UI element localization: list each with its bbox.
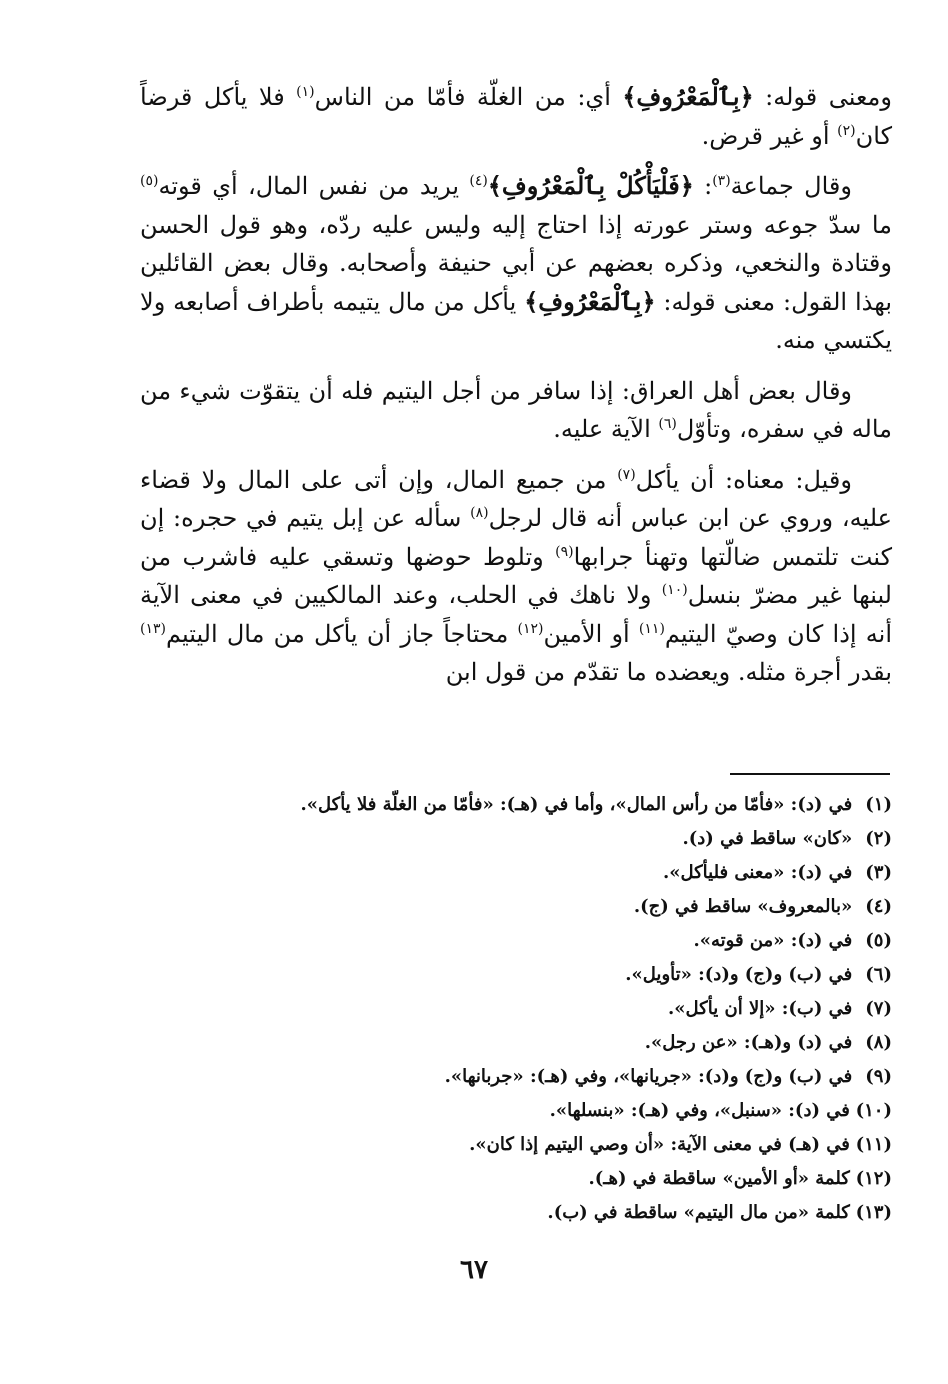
body-paragraph xyxy=(140,372,892,449)
body-text: وتلوط حوضها وتسقي عليه فاشرب من لبنها غير مضرّ بنسل xyxy=(140,542,892,609)
footnote-item xyxy=(140,1094,892,1128)
body-text: يأكل من مال يتيمه بأطراف أصابعه ولا يكتسي منه. xyxy=(140,287,892,354)
footnote-reference: (٧) xyxy=(617,466,636,483)
footnote-reference: (٢) xyxy=(837,122,856,139)
footnote-reference: (١) xyxy=(296,84,315,100)
body-text: من جميع المال، وإن أتى على المال ولا قضاء عليه، وروي عن ابن عباس أنه قال لرجل xyxy=(140,465,892,532)
footnote-item xyxy=(140,890,892,924)
footnote-reference: (٤) xyxy=(469,173,488,189)
body-text: سأله عن إبل يتيم في حجره: إن كنت تلتمس ضالّتها وتهنأ جرابها xyxy=(140,504,892,571)
footnotes-list xyxy=(140,788,892,1230)
footnote-text: في (د): «من قوته». xyxy=(693,930,853,951)
footnote-item xyxy=(140,924,892,958)
footnote-number: (١٣) xyxy=(855,1202,892,1223)
body-text: الآية عليه. xyxy=(553,415,659,443)
body-text: يريد من نفس المال، أي قوته xyxy=(158,172,470,200)
footnote-text: في (د) و(هـ): «عن رجل». xyxy=(644,1032,853,1053)
footnote-item xyxy=(140,1128,892,1162)
footnote-number: (٣) xyxy=(865,862,892,883)
footnote-text: «كان» ساقط في (د). xyxy=(682,828,853,849)
footnote-text: في (د): «فأمّا من رأس المال»، وأما في (هـ): «فأمّا من الغلّة فلا يأكل». xyxy=(300,794,853,815)
body-paragraph xyxy=(140,78,892,155)
footnote-item xyxy=(140,958,892,992)
footnote-text: في (د): «سنبل»، وفي (هـ): «بنسلها». xyxy=(549,1100,850,1121)
footnote-number: (٢) xyxy=(865,828,892,849)
footnote-number: (١) xyxy=(865,794,892,815)
body-text: ومعنى قوله: xyxy=(753,83,892,111)
footnote-reference: (٦) xyxy=(658,416,677,432)
body-text: فلا يأكل قرضاً كان xyxy=(140,83,892,150)
body-text: ما سدّ جوعه وستر عورته إذا احتاج إليه وليس عليه ردّه، وهو قول الحسن وقتادة والنخعي، وذكره بعضهم عن أبي حنيفة وأصحابه. وقال بعض القائلين بهذا القول: معنى قوله: xyxy=(140,210,892,316)
footnote-item xyxy=(140,1162,892,1196)
footnote-reference: (١٠) xyxy=(661,582,688,598)
footnote-reference: (٥) xyxy=(140,173,159,189)
footnote-item xyxy=(140,788,892,822)
body-text: وقال بعض أهل العراق: إذا سافر من أجل اليتيم فله أن يتقوّت شيء من ماله في سفره، وتأوّل xyxy=(140,376,892,443)
footnote-reference: (١٣) xyxy=(140,620,166,637)
footnote-number: (٤) xyxy=(865,896,892,917)
body-text: : xyxy=(693,172,713,200)
page-number: ٦٧ xyxy=(460,1255,488,1285)
footnote-number: (٥) xyxy=(865,930,892,951)
footnote-reference: (٣) xyxy=(712,173,731,189)
footnote-number: (١٠) xyxy=(855,1100,892,1121)
footnote-reference: (٩) xyxy=(555,543,574,560)
footnote-item xyxy=(140,822,892,856)
footnote-text: في (ب): «إلا أن يأكل». xyxy=(668,998,853,1019)
footnote-text: «بالمعروف» ساقط في (ج). xyxy=(633,896,853,917)
footnote-item xyxy=(140,1196,892,1230)
body-text: أي: من الغلّة فأمّا من الناس xyxy=(314,83,623,111)
footnote-text: في (ب) و(ج) و(د): «تأويل». xyxy=(625,964,853,985)
footnote-number: (١١) xyxy=(855,1134,892,1155)
footnote-number: (٧) xyxy=(865,998,892,1019)
footnote-item xyxy=(140,1060,892,1094)
footnote-text: في (هـ) في معنى الآية: «أن وصي اليتيم إذا كان». xyxy=(469,1134,850,1155)
footnote-text: في (ب) و(ج) و(د): «جريانها»، وفي (هـ): «جربانها». xyxy=(444,1066,853,1087)
footnote-number: (٨) xyxy=(865,1032,892,1053)
footnote-number: (٦) xyxy=(865,964,892,985)
body-text: محتاجاً جاز أن يأكل من مال اليتيم xyxy=(165,619,518,648)
body-text: ولا ناهك في الحلب، وعند المالكيين في معنى الآية أنه إذا كان وصيّ اليتيم xyxy=(140,581,892,648)
quran-quote: ﴿بِٱلْمَعْرُوفِ﴾ xyxy=(622,82,754,111)
footnote-item xyxy=(140,856,892,890)
footnote-text: في (د): «معنى فليأكل». xyxy=(662,862,853,883)
body-text: بقدر أجرة مثله. ويعضده ما تقدّم من قول ابن xyxy=(445,658,892,686)
body-paragraph xyxy=(140,461,892,692)
quran-quote: ﴿بِٱلْمَعْرُوفِ﴾ xyxy=(524,286,656,316)
body-text: أو غير قرض. xyxy=(701,121,838,150)
quran-quote: ﴿فَلْيَأْكُلْ بِٱلْمَعْرُوفِ﴾ xyxy=(487,171,694,200)
body-text: وقال جماعة xyxy=(730,172,852,200)
footnote-reference: (١٢) xyxy=(517,620,544,637)
footnote-item xyxy=(140,992,892,1026)
footnote-number: (١٢) xyxy=(855,1168,892,1189)
footnote-reference: (١١) xyxy=(638,620,665,637)
body-paragraph xyxy=(140,167,892,360)
footnote-divider xyxy=(730,773,890,775)
footnote-number: (٩) xyxy=(865,1066,892,1087)
footnote-item xyxy=(140,1026,892,1060)
footnote-text: كلمة «من مال اليتيم» ساقطة في (ب). xyxy=(547,1202,850,1223)
body-text: وقيل: معناه: أن يأكل xyxy=(635,465,852,494)
main-text xyxy=(140,78,892,704)
body-text: أو الأمين xyxy=(543,619,639,648)
footnote-reference: (٨) xyxy=(470,505,489,521)
footnote-text: كلمة «أو الأمين» ساقطة في (هـ). xyxy=(588,1168,850,1189)
